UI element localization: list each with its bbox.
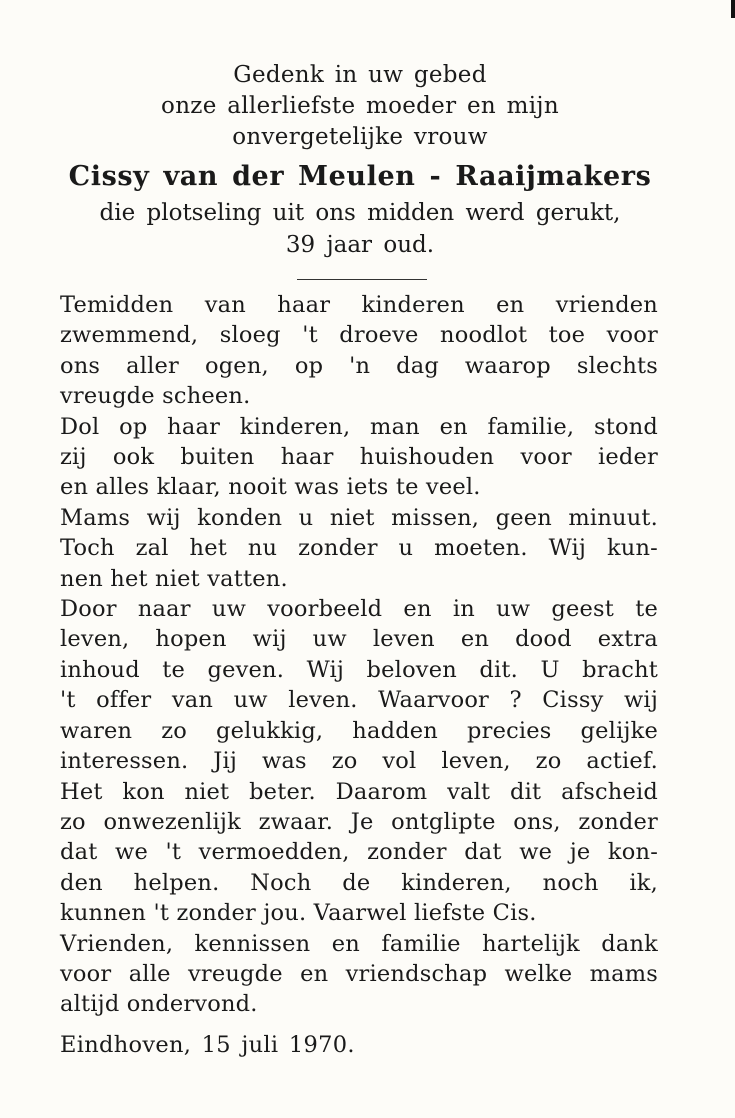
- text-line: voor alle vreugde en vriendschap welke mams: [60, 960, 658, 987]
- header-line-4: die plotseling uit ons midden werd gerukt,: [99, 200, 621, 226]
- text-line: Temidden van haar kinderen en vrienden: [60, 292, 658, 318]
- text-line: nen het niet vatten.: [60, 565, 288, 592]
- text-line: inhoud te geven. Wij beloven dit. U bracht: [60, 656, 658, 683]
- age-line: 39 jaar oud.: [285, 232, 435, 258]
- text-line: Toch zal het nu zonder u moeten. Wij kun-: [60, 535, 658, 562]
- place-and-date: Eindhoven, 15 juli 1970.: [60, 1032, 355, 1058]
- text-line: 't offer van uw leven. Waarvoor ? Cissy wij: [60, 687, 658, 714]
- text-line: Mams wij konden u niet missen, geen minuut.: [60, 504, 658, 531]
- text-line: vreugde scheen.: [60, 383, 251, 410]
- text-line: Dol op haar kinderen, man en familie, stond: [60, 413, 658, 440]
- header-line-2: onze allerliefste moeder en mijn: [161, 93, 559, 119]
- text-line: kunnen 't zonder jou. Vaarwel liefste Cis.: [60, 900, 537, 927]
- text-line: interessen. Jij was zo vol leven, zo actief.: [60, 748, 658, 775]
- text-line: waren zo gelukkig, hadden precies gelijke: [60, 717, 658, 744]
- text-line: Het kon niet beter. Daarom valt dit afscheid: [60, 778, 658, 805]
- text-line: dat we 't vermoedden, zonder dat we je kon-: [60, 839, 658, 866]
- header-line-3: onvergetelijke vrouw: [232, 124, 488, 150]
- header-line-1: Gedenk in uw gebed: [233, 62, 487, 88]
- deceased-name: Cissy van der Meulen - Raaijmakers: [68, 161, 652, 192]
- edge-mark: [731, 0, 735, 18]
- text-line: zij ook buiten haar huishouden voor ieder: [60, 444, 658, 471]
- text-line: Door naar uw voorbeeld en in uw geest te: [60, 596, 658, 623]
- card-header: [0, 60, 720, 261]
- text-line: ons aller ogen, op 'n dag waarop slechts: [60, 352, 658, 379]
- memorial-text: [60, 290, 658, 1020]
- divider: [297, 279, 427, 280]
- text-line: en alles klaar, nooit was iets te veel.: [60, 474, 481, 501]
- text-line: Vrienden, kennissen en familie hartelijk dank: [60, 930, 658, 957]
- text-line: altijd ondervond.: [60, 991, 258, 1018]
- text-line: zwemmend, sloeg 't droeve noodlot toe voor: [60, 322, 658, 349]
- text-line: leven, hopen wij uw leven en dood extra: [60, 626, 658, 653]
- text-line: zo onwezenlijk zwaar. Je ontglipte ons, zonder: [60, 808, 658, 835]
- text-line: den helpen. Noch de kinderen, noch ik,: [60, 869, 658, 896]
